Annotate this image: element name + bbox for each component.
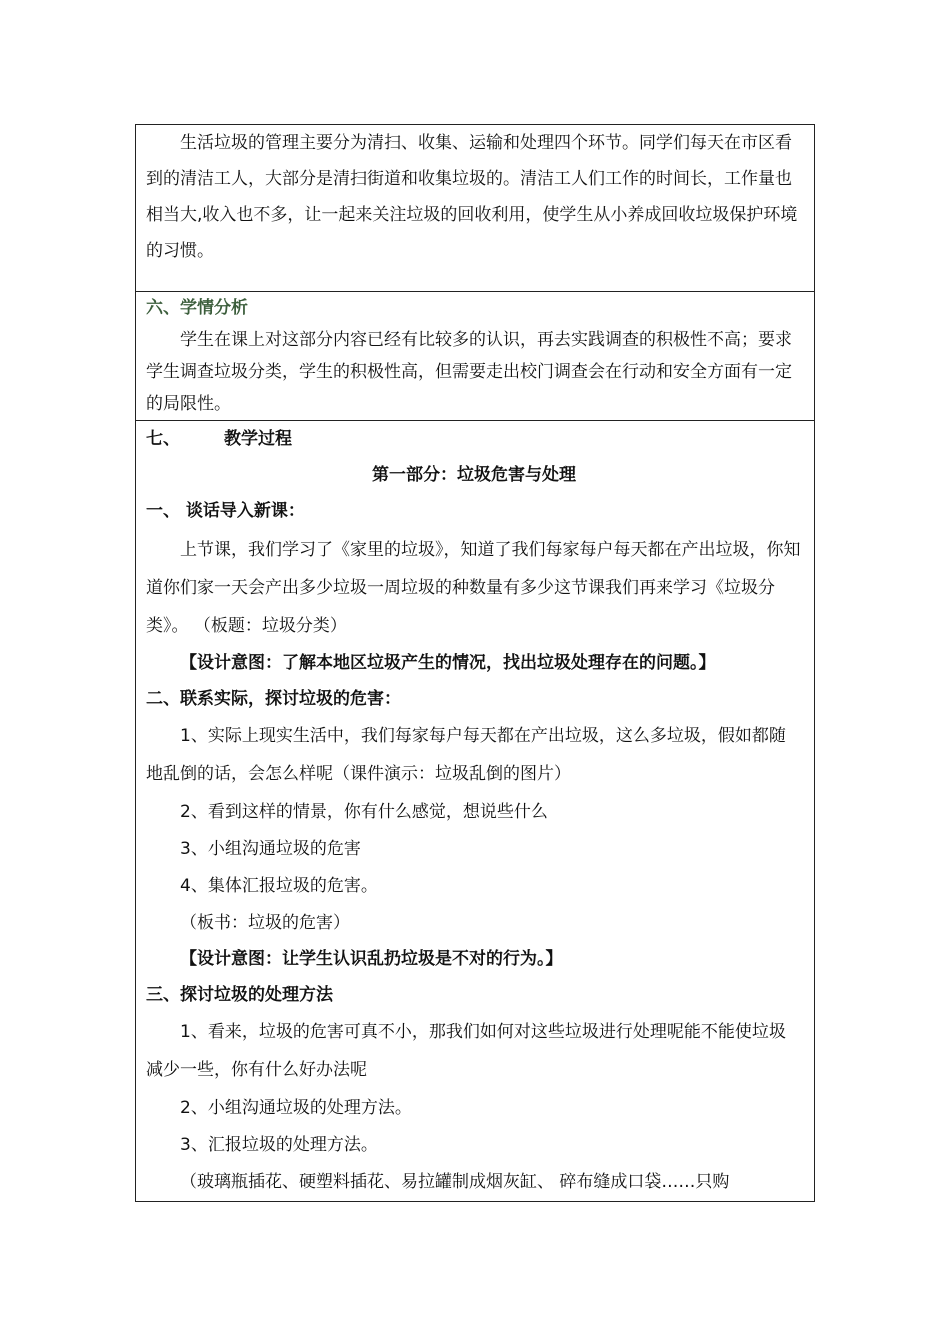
section-three-item-1: 1、看来，垃圾的危害可真不小，那我们如何对这些垃圾进行处理呢能不能使垃圾减少一些，你有什么好办法呢 xyxy=(146,1022,786,1080)
section-one-heading: 一、 谈话导入新课： xyxy=(146,501,305,521)
table-row-student-analysis xyxy=(136,292,815,421)
lesson-plan-table xyxy=(135,124,815,1202)
section-two-board: （板书：垃圾的危害） xyxy=(180,913,350,933)
section-two-item-4: 4、集体汇报垃圾的危害。 xyxy=(180,876,378,896)
table-row-teaching-process xyxy=(136,421,815,1202)
heading-number: 七、 xyxy=(146,429,180,449)
student-analysis-heading: 六、学情分析 xyxy=(146,298,248,318)
cell-background xyxy=(136,125,815,292)
section-two-item-2: 2、看到这样的情景，你有什么感觉，想说些什么 xyxy=(180,802,548,822)
section-three-examples: （玻璃瓶插花、硬塑料插花、易拉罐制成烟灰缸、 碎布缝成口袋……只购 xyxy=(180,1172,730,1192)
teaching-process-heading xyxy=(146,421,802,457)
section-two-item-3: 3、小组沟通垃圾的危害 xyxy=(180,839,361,859)
table-row-background xyxy=(136,125,815,292)
section-two-item-1: 1、实际上现实生活中，我们每家每户每天都在产出垃圾，这么多垃圾，假如都随地乱倒的话，会怎么样呢（课件演示：垃圾乱倒的图片） xyxy=(146,726,786,784)
section-one-intent: 【设计意图：了解本地区垃圾产生的情况，找出垃圾处理存在的问题。】 xyxy=(180,653,716,673)
student-analysis-paragraph: 学生在课上对这部分内容已经有比较多的认识，再去实践调查的积极性不高；要求学生调查垃圾分类，学生的积极性高，但需要走出校门调查会在行动和安全方面有一定的局限性。 xyxy=(146,330,792,414)
section-two-heading: 二、联系实际，探讨垃圾的危害： xyxy=(146,689,401,709)
section-two-intent: 【设计意图：让学生认识乱扔垃圾是不对的行为。】 xyxy=(180,949,563,969)
part-title: 第一部分：垃圾危害与处理 xyxy=(372,465,576,485)
section-three-item-2: 2、小组沟通垃圾的处理方法。 xyxy=(180,1098,412,1118)
heading-text: 教学过程 xyxy=(224,429,292,449)
cell-teaching-process xyxy=(136,421,815,1202)
section-one-paragraph: 上节课，我们学习了《家里的垃圾》，知道了我们每家每户每天都在产出垃圾，你知道你们家一天会产出多少垃圾一周垃圾的种数量有多少这节课我们再来学习《垃圾分类》。 （板题：垃圾分类） xyxy=(146,540,801,636)
section-three-item-3: 3、汇报垃圾的处理方法。 xyxy=(180,1135,378,1155)
section-three-heading: 三、探讨垃圾的处理方法 xyxy=(146,985,333,1005)
cell-student-analysis xyxy=(136,292,815,421)
background-paragraph: 生活垃圾的管理主要分为清扫、收集、运输和处理四个环节。同学们每天在市区看到的清洁工人，大部分是清扫街道和收集垃圾的。清洁工人们工作的时间长，工作量也相当大,收入也不多，让一起来关注垃圾的回收利用，使学生从小养成回收垃圾保护环境的习惯。 xyxy=(146,133,798,261)
